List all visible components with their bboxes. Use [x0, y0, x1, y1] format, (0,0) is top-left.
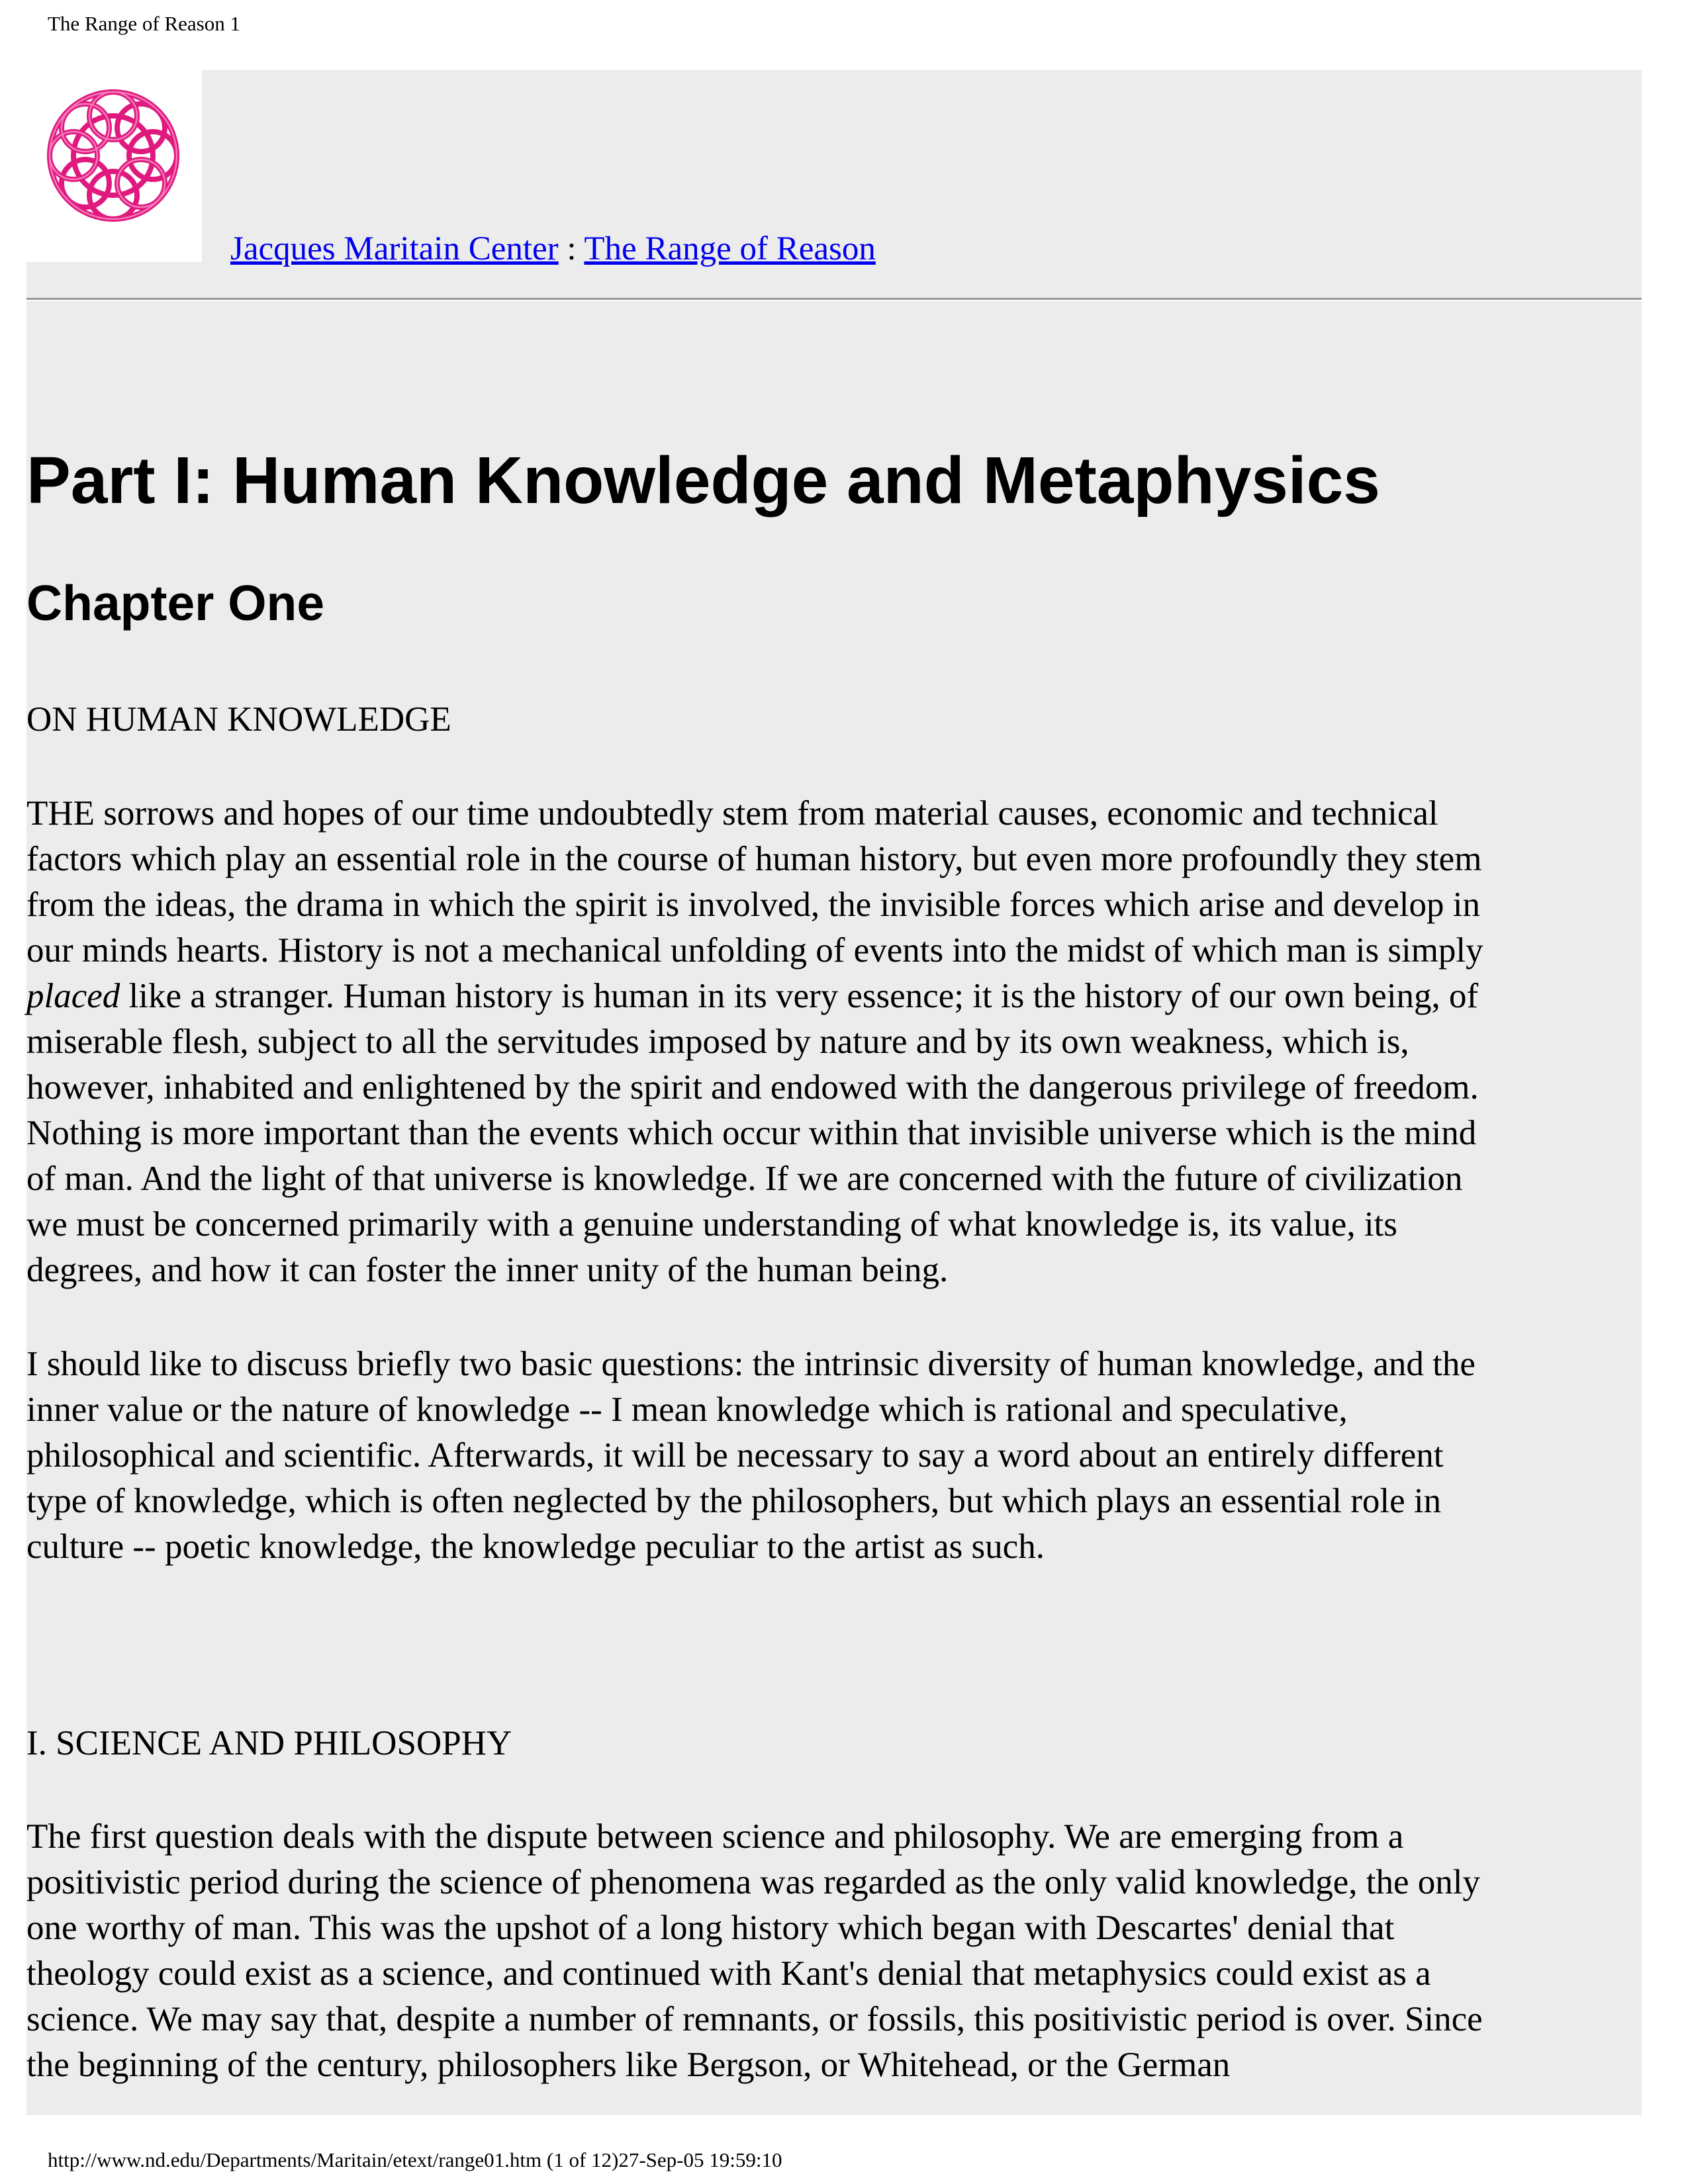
paragraph-line: THE sorrows and hopes of our time undoubtedly stem from material causes, economic and technical — [26, 794, 1438, 833]
paragraph-line: the beginning of the century, philosophers like Bergson, or Whitehead, or the German — [26, 2046, 1231, 2084]
chapter-title: Chapter One — [26, 575, 325, 631]
paragraph-line: miserable flesh, subject to all the servitudes imposed by nature and by its own weakness, which is, — [26, 1023, 1409, 1061]
paragraph-line-rest: like a stranger. Human history is human in its very essence; it is the history of our own being, of — [120, 977, 1479, 1015]
paragraph-line: one worthy of man. This was the upshot of a long history which began with Descartes' denial that — [26, 1909, 1395, 1947]
paragraph-line: inner value or the nature of knowledge -- I mean knowledge which is rational and speculative, — [26, 1390, 1348, 1429]
paragraph-line — [26, 976, 1478, 1017]
page-content — [26, 70, 1642, 2115]
paragraph-line: positivistic period during the science of phenomena was regarded as the only valid knowledge, the only — [26, 1863, 1480, 1901]
logo — [26, 70, 202, 262]
paragraph-line: culture -- poetic knowledge, the knowledge peculiar to the artist as such. — [26, 1527, 1045, 1566]
paragraph-line: of man. And the light of that universe is knowledge. If we are concerned with the future of civilization — [26, 1160, 1463, 1198]
emphasis-placed: placed — [26, 977, 120, 1015]
breadcrumb-separator: : — [558, 230, 585, 267]
paragraph-line: we must be concerned primarily with a genuine understanding of what knowledge is, its value, its — [26, 1205, 1397, 1244]
horizontal-rule — [26, 298, 1642, 301]
paragraph-line: however, inhabited and enlightened by the spirit and endowed with the dangerous privilege of freedom. — [26, 1068, 1479, 1107]
breadcrumb-link-range-of-reason[interactable]: The Range of Reason — [584, 230, 876, 267]
paragraph-line: factors which play an essential role in the course of human history, but even more profoundly they stem — [26, 840, 1482, 878]
paragraph-line: degrees, and how it can foster the inner unity of the human being. — [26, 1251, 949, 1289]
paragraph-line: I should like to discuss briefly two basic questions: the intrinsic diversity of human knowledge, and the — [26, 1345, 1476, 1383]
breadcrumb — [230, 229, 876, 269]
page-header: The Range of Reason 1 — [48, 12, 240, 35]
paragraph-line: our minds hearts. History is not a mechanical unfolding of events into the midst of which man is simply — [26, 931, 1483, 970]
page-footer: http://www.nd.edu/Departments/Maritain/etext/range01.htm (1 of 12)27-Sep-05 19:59:10 — [48, 2148, 782, 2171]
paragraph-line: from the ideas, the drama in which the spirit is involved, the invisible forces which arise and develop in — [26, 886, 1480, 924]
paragraph-line: The first question deals with the dispute between science and philosophy. We are emerging from a — [26, 1817, 1404, 1856]
paragraph-line: type of knowledge, which is often neglected by the philosophers, but which plays an essential role in — [26, 1482, 1442, 1520]
section-heading: ON HUMAN KNOWLEDGE — [26, 700, 451, 739]
page-title: Part I: Human Knowledge and Metaphysics — [26, 443, 1380, 518]
paragraph-line: philosophical and scientific. Afterwards, it will be necessary to say a word about an entirely different — [26, 1436, 1444, 1475]
subsection-heading: I. SCIENCE AND PHILOSOPHY — [26, 1724, 512, 1762]
celtic-knot-logo-icon — [38, 81, 188, 230]
breadcrumb-link-maritain-center[interactable]: Jacques Maritain Center — [230, 230, 559, 267]
paragraph-line: Nothing is more important than the events which occur within that invisible universe which is the mind — [26, 1114, 1477, 1152]
paragraph-line: theology could exist as a science, and continued with Kant's denial that metaphysics could exist as a — [26, 1954, 1431, 1993]
paragraph-line: science. We may say that, despite a number of remnants, or fossils, this positivistic period is over. Since — [26, 2000, 1483, 2038]
